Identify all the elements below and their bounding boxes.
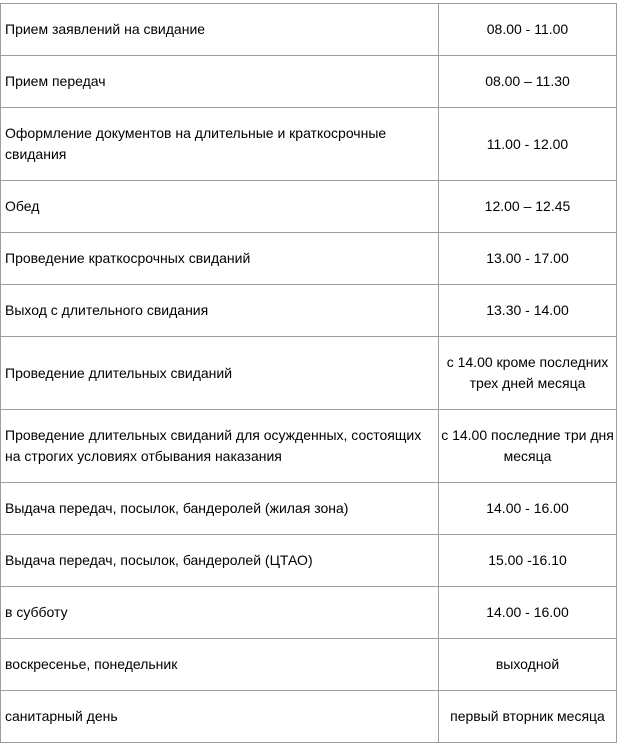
activity-cell: Выдача передач, посылок, бандеролей (ЦТАО) [1,535,439,587]
time-cell: 14.00 - 16.00 [439,587,617,639]
time-cell: 13.30 - 14.00 [439,285,617,337]
activity-cell: Обед [1,181,439,233]
time-cell: 15.00 -16.10 [439,535,617,587]
table-row [1,56,617,108]
activity-cell: Прием заявлений на свидание [1,4,439,56]
activity-cell: Выдача передач, посылок, бандеролей (жилая зона) [1,483,439,535]
time-cell: первый вторник месяца [439,691,617,743]
activity-cell: санитарный день [1,691,439,743]
activity-cell: Проведение длительных свиданий для осужденных, состоящих на строгих условиях отбывания наказания [1,410,439,483]
activity-cell: Оформление документов на длительные и краткосрочные свидания [1,108,439,181]
table-row [1,108,617,181]
table-row [1,337,617,410]
table-row [1,587,617,639]
table-row [1,181,617,233]
activity-cell: Проведение длительных свиданий [1,337,439,410]
activity-cell: Выход с длительного свидания [1,285,439,337]
table-row [1,233,617,285]
table-row [1,410,617,483]
activity-cell: воскресенье, понедельник [1,639,439,691]
table-row [1,4,617,56]
activity-cell: в субботу [1,587,439,639]
activity-cell: Проведение краткосрочных свиданий [1,233,439,285]
time-cell: 08.00 - 11.00 [439,4,617,56]
schedule-table [0,3,617,743]
time-cell: 14.00 - 16.00 [439,483,617,535]
table-row [1,691,617,743]
time-cell: с 14.00 последние три дня месяца [439,410,617,483]
table-row [1,639,617,691]
time-cell: выходной [439,639,617,691]
activity-cell: Прием передач [1,56,439,108]
time-cell: 12.00 – 12.45 [439,181,617,233]
time-cell: 08.00 – 11.30 [439,56,617,108]
table-row [1,535,617,587]
time-cell: 13.00 - 17.00 [439,233,617,285]
time-cell: 11.00 - 12.00 [439,108,617,181]
table-row [1,285,617,337]
table-row [1,483,617,535]
time-cell: с 14.00 кроме последних трех дней месяца [439,337,617,410]
